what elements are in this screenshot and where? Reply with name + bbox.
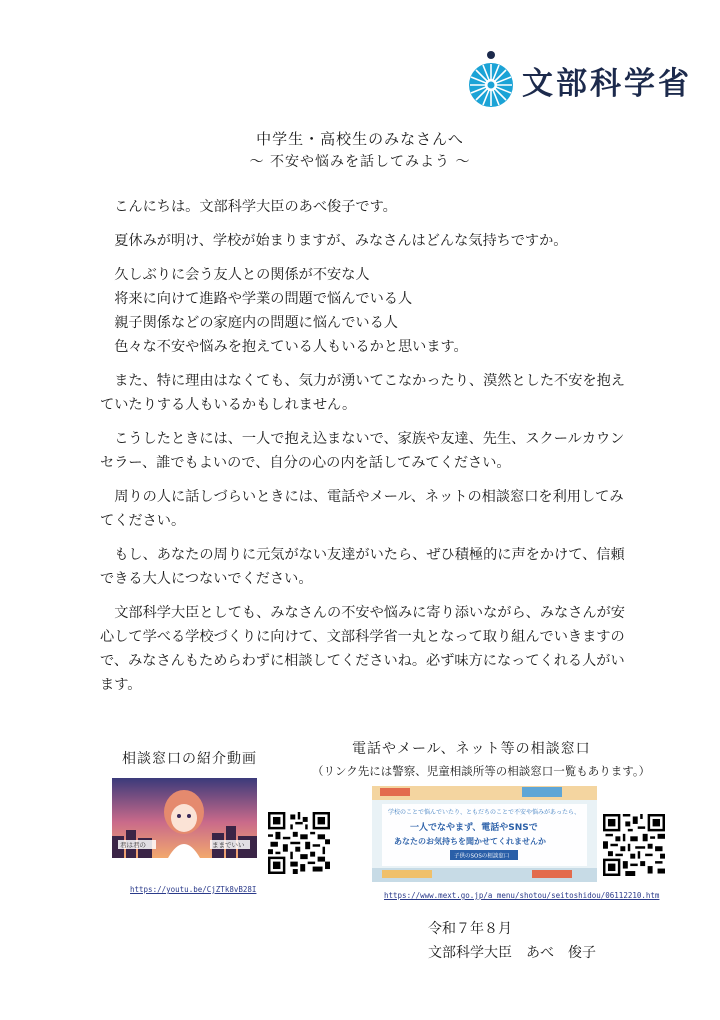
letter-body	[100, 195, 635, 707]
letter-signature: 文部科学大臣 あべ 俊子	[428, 945, 596, 961]
list-item: 色々な不安や悩みを抱えている人もいるかと思います。	[114, 339, 468, 355]
paragraph: こうしたときには、一人で抱え込まないで、家族や友達、先生、スクールカウンセラー、誰でもよいので、自分の心の内を話してみてください。	[100, 431, 625, 471]
banner-line-2: 一人でなやまず、電話やSNSで	[410, 823, 538, 833]
logo-text: 文部科学省	[522, 65, 692, 102]
video-thumbnail[interactable]	[112, 778, 257, 858]
paragraph: 周りの人に話しづらいときには、電話やメール、ネットの相談窓口を利用してみてください。	[100, 489, 624, 529]
contact-qr-code	[603, 814, 665, 876]
banner-line-1: 学校のことで悩んでいたり、ともだちのことで不安や悩みがあったら、	[388, 809, 580, 816]
paragraph: また、特に理由はなくても、気力が湧いてこなかったり、漠然とした不安を抱えていたりする人もいるかもしれません。	[100, 373, 625, 413]
paragraph: 文部科学大臣としても、みなさんの不安や悩みに寄り添いながら、みなさんが安心して学べる学校づくりに向けて、文部科学省一丸となって取り組んでいきますので、みなさんもためらわずに相談してくださいね。必ず味方になってくれる人がいます。	[100, 605, 625, 693]
contact-banner-image	[372, 786, 597, 882]
thumb-caption-right: ままでいい	[212, 841, 245, 849]
contact-section-note: （リンク先には警察、児童相談所等の相談窓口一覧もあります。）	[312, 764, 651, 778]
thumb-caption-left: 君は君の	[120, 841, 146, 849]
paragraph-greeting: こんにちは。文部科学大臣のあべ俊子です。	[114, 199, 397, 215]
video-section-title: 相談窓口の紹介動画	[122, 751, 257, 767]
letter-date: 令和７年８月	[428, 921, 512, 937]
page-title: 中学生・高校生のみなさんへ	[256, 130, 464, 148]
page-subtitle: ～ 不安や悩みを話してみよう ～	[249, 154, 471, 170]
video-link[interactable]: https://youtu.be/CjZTk8vB28I	[130, 885, 257, 894]
list-item: 将来に向けて進路や学業の問題で悩んでいる人	[114, 291, 413, 307]
paragraph-intro: 夏休みが明け、学校が始まりますが、みなさんはどんな気持ちですか。	[114, 233, 568, 249]
contact-link[interactable]: https://www.mext.go.jp/a_menu/shotou/seitoshidou/06112210.htm	[384, 891, 660, 900]
mext-emblem-icon	[466, 50, 516, 110]
mext-logo	[466, 50, 692, 110]
paragraph: もし、あなたの周りに元気がない友達がいたら、ぜひ積極的に声をかけて、信頼できる大人につないでください。	[100, 547, 625, 587]
list-item: 親子関係などの家庭内の問題に悩んでいる人	[114, 315, 398, 331]
contact-banner[interactable]	[372, 786, 597, 882]
video-qr-code	[268, 812, 330, 874]
list-item: 久しぶりに会う友人との関係が不安な人	[114, 267, 370, 283]
banner-tag: 子供のSOSの相談窓口	[454, 853, 510, 860]
contact-section-title: 電話やメール、ネット等の相談窓口	[352, 741, 591, 757]
banner-line-3: あなたのお気持ちを聞かせてくれませんか	[394, 837, 546, 846]
video-thumbnail-image	[112, 778, 257, 858]
